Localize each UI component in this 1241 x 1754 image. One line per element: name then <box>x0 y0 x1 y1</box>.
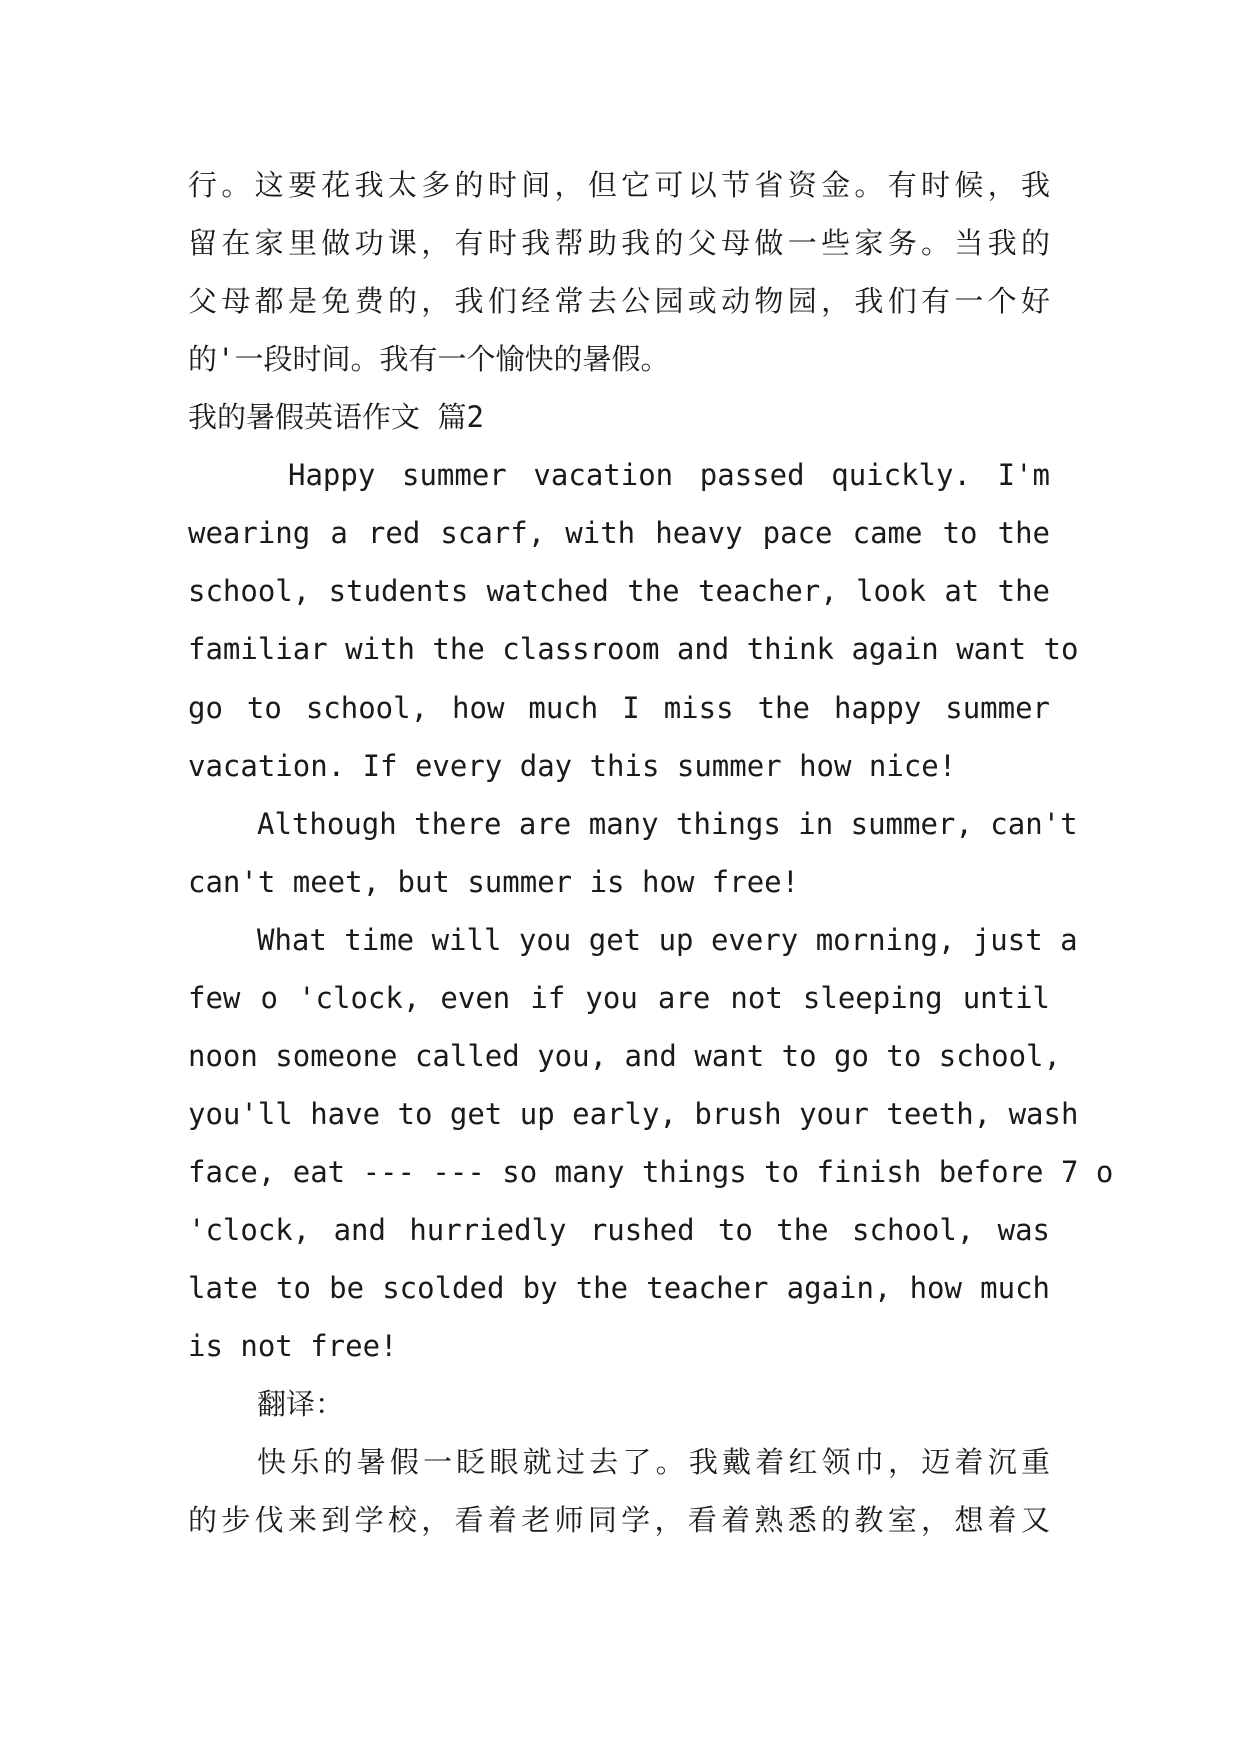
paragraph-line: is not free! <box>188 1329 398 1363</box>
translation-label: 翻译： <box>257 1387 345 1421</box>
paragraph-line: What time will you get up every morning, just a <box>257 923 1078 957</box>
paragraph-line: go to school, how much I miss the happy summer <box>188 691 1050 725</box>
paragraph-line: Happy summer vacation passed quickly. I'm <box>288 458 1050 492</box>
paragraph-line: late to be scolded by the teacher again, how much <box>188 1271 1050 1305</box>
paragraph-line: 留在家里做功课，有时我帮助我的父母做一些家务。当我的 <box>188 226 1050 260</box>
paragraph-line: few o 'clock, even if you are not sleeping until <box>188 981 1050 1015</box>
paragraph-line: noon someone called you, and want to go to school, <box>188 1039 1061 1073</box>
paragraph-line: face, eat --- --- so many things to finish before 7 o <box>188 1155 1114 1189</box>
paragraph-line: you'll have to get up early, brush your teeth, wash <box>188 1097 1079 1131</box>
section-heading: 我的暑假英语作文 篇2 <box>188 400 484 434</box>
paragraph-line: vacation. If every day this summer how nice! <box>188 749 957 783</box>
paragraph-line: 'clock, and hurriedly rushed to the school, was <box>188 1213 1050 1247</box>
paragraph-line: Although there are many things in summer, can't <box>257 807 1078 841</box>
paragraph-line: wearing a red scarf, with heavy pace came to the <box>188 516 1050 550</box>
paragraph-line: can't meet, but summer is how free! <box>188 865 800 899</box>
paragraph-line: 行。这要花我太多的时间，但它可以节省资金。有时候，我 <box>188 168 1050 202</box>
paragraph-line: 的步伐来到学校，看着老师同学，看着熟悉的教室，想着又 <box>188 1503 1050 1537</box>
paragraph-line: 快乐的暑假一眨眼就过去了。我戴着红领巾，迈着沉重 <box>257 1445 1050 1479</box>
paragraph-line: 的'一段时间。我有一个愉快的暑假。 <box>188 342 670 376</box>
paragraph-line: 父母都是免费的，我们经常去公园或动物园，我们有一个好 <box>188 284 1050 318</box>
paragraph-line: familiar with the classroom and think again want to <box>188 632 1079 666</box>
paragraph-line: school, students watched the teacher, look at the <box>188 574 1050 608</box>
